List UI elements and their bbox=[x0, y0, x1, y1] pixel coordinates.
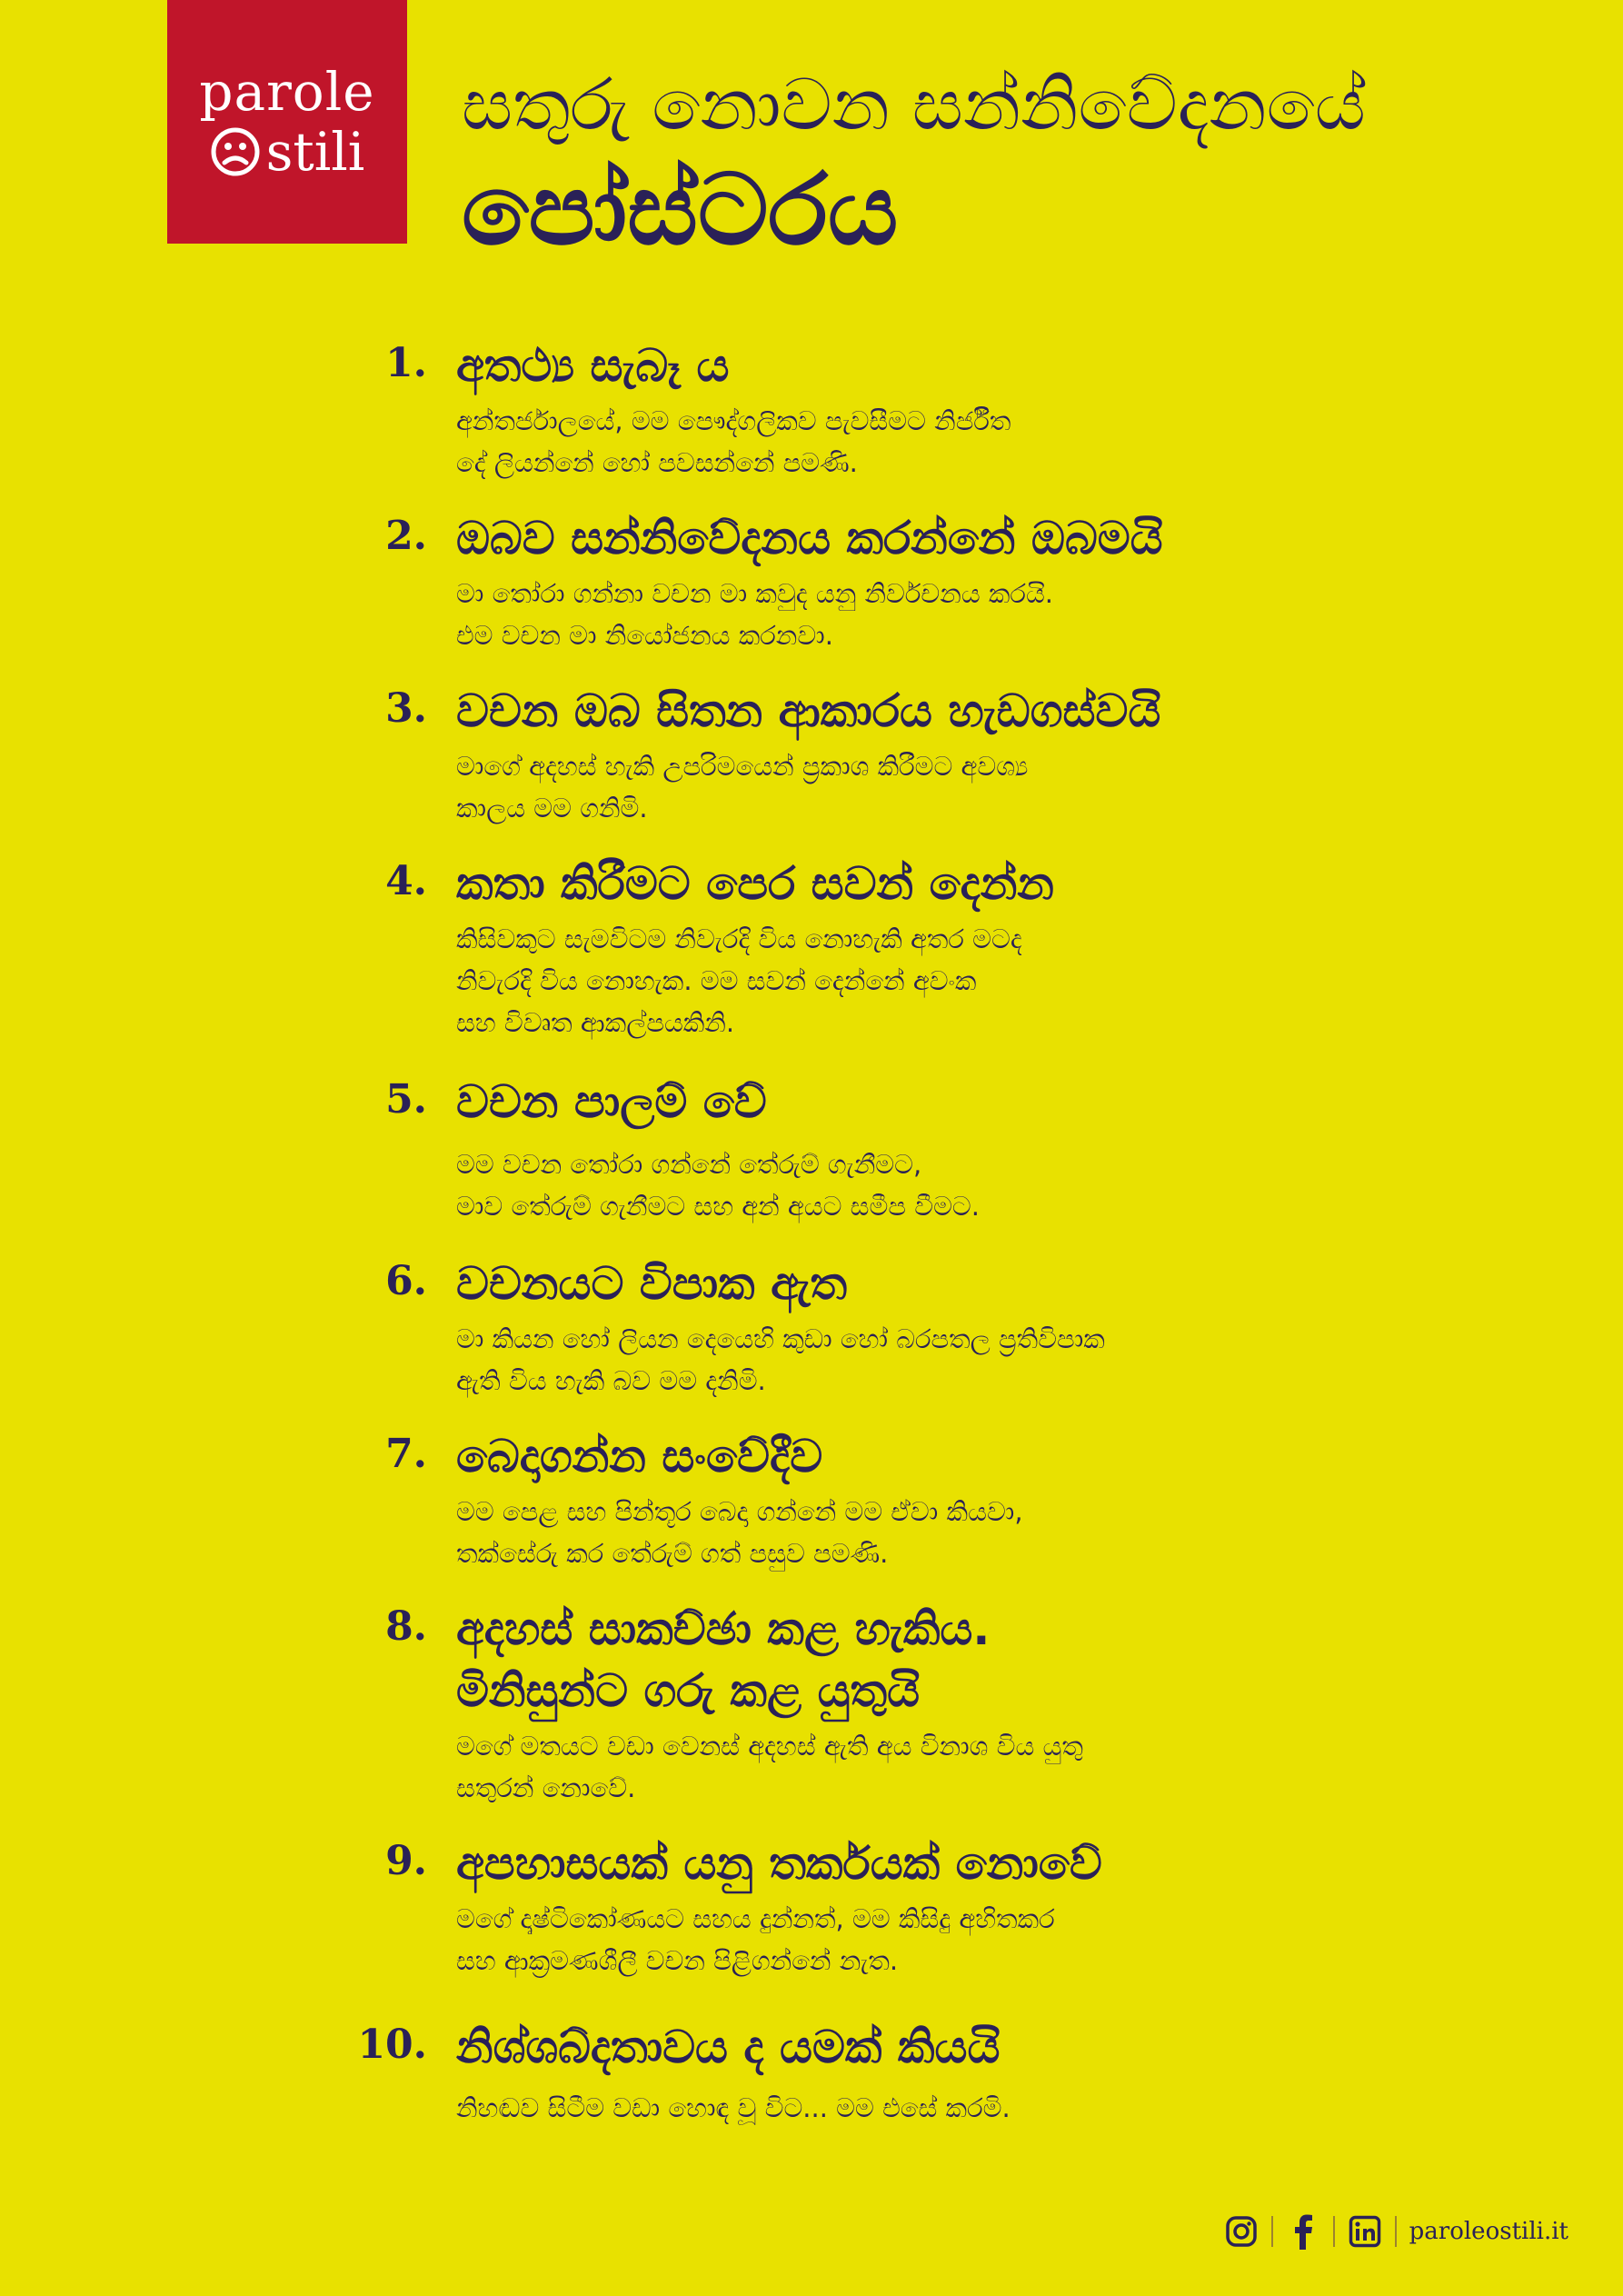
item-heading: කතා කිරීමට පෙර සවන් දෙන්න bbox=[456, 857, 1055, 910]
item-body-line: සහ ආක්‍රමණශීලී වචන පිළිගන්නේ නැත. bbox=[456, 1945, 899, 1976]
item-heading: අදහස් සාකච්ඡා කළ හැකිය. bbox=[456, 1602, 991, 1655]
item-number: 1. bbox=[385, 340, 427, 386]
item-body-line: මම පෙළ සහ පින්තූර බෙදා ගන්නේ මම ඒවා කියවා, bbox=[456, 1496, 1023, 1527]
footer-divider bbox=[1395, 2216, 1397, 2247]
item-body-line: නිහඬව සිටීම වඩා හොඳ වූ විට... මම එසේ කරමි. bbox=[456, 2092, 1011, 2123]
item-number: 5. bbox=[385, 1076, 427, 1123]
item-body-line: දේ ලියන්නේ හෝ පවසන්නේ පමණි. bbox=[456, 447, 858, 478]
item-number: 6. bbox=[385, 1258, 427, 1304]
item-body-line: සතුරන් නොවේ. bbox=[456, 1772, 636, 1803]
item-number: 9. bbox=[385, 1838, 427, 1884]
item-number: 10. bbox=[357, 2021, 427, 2068]
facebook-icon[interactable] bbox=[1286, 2214, 1320, 2249]
item-heading: මිනිසුන්ට ගරු කළ යුතුයි bbox=[456, 1664, 921, 1717]
logo-word-parole: parole bbox=[199, 61, 375, 123]
website-link[interactable]: paroleostili.it bbox=[1409, 2218, 1568, 2245]
item-body-line: කාලය මම ගනිමි. bbox=[456, 793, 648, 824]
item-heading: වචන පාලම් වේ bbox=[456, 1075, 767, 1128]
item-number: 3. bbox=[385, 685, 427, 732]
item-body-line: සහ විවෘත ආකල්පයකිනි. bbox=[456, 1007, 735, 1038]
item-heading: බෙදාගන්න සංවේදීව bbox=[456, 1430, 823, 1482]
item-heading: අතථ්‍ය සැබෑ ය bbox=[456, 339, 730, 392]
logo-line-2 bbox=[210, 122, 365, 182]
footer-divider bbox=[1271, 2216, 1273, 2247]
item-number: 4. bbox=[385, 858, 427, 904]
item-heading: ඔබව සන්නිවේදනය කරන්නේ ඔබමයි bbox=[456, 512, 1163, 564]
item-body-line: තක්සේරු කර තේරුම් ගත් පසුව පමණි. bbox=[456, 1538, 889, 1569]
item-heading: අපහාසයක් යනු තර්කයක් නොවේ bbox=[456, 1837, 1102, 1890]
item-number: 7. bbox=[385, 1431, 427, 1477]
item-body-line: මාව තේරුම් ගැනීමට සහ අන් අයට සමීප වීමට. bbox=[456, 1191, 980, 1222]
item-body-line: මා කියන හෝ ලියන දෙයෙහි කුඩා හෝ බරපතල ප්‍රතිවිපාක bbox=[456, 1323, 1105, 1354]
item-body-line: එම වචන මා නියෝජනය කරනවා. bbox=[456, 620, 833, 651]
title-line-1: සතුරු නොවන සන්නිවේදනයේ bbox=[462, 65, 1366, 146]
instagram-icon[interactable] bbox=[1224, 2214, 1259, 2249]
page-title bbox=[462, 60, 1552, 269]
item-number: 8. bbox=[385, 1603, 427, 1650]
item-body-line: මම වචන තෝරා ගන්නේ තේරුම් ගැනීමට, bbox=[456, 1149, 922, 1180]
item-body-line: මාගේ අදහස් හැකි උපරිමයෙන් ප්‍රකාශ කිරීමට අවශ්‍ය bbox=[456, 751, 1029, 782]
item-body-line: මගේ දෘෂ්ටිකෝණයට සහය දුන්නත්, මම කිසිදු අහිතකර bbox=[456, 1903, 1055, 1934]
item-body-line: අන්තර්ජාලයේ, මම පෞද්ගලිකව පැවසීමට නිර්ජීත bbox=[456, 405, 1011, 436]
item-heading: නිශ්ශබ්දතාවය ද යමක් කියයි bbox=[456, 2021, 1001, 2073]
item-body-line: මා තෝරා ගන්නා වචන මා කවුද යනු නිර්වචනය කරයි. bbox=[456, 578, 1054, 609]
logo-word-stili: stili bbox=[265, 121, 365, 183]
item-heading: වචන ඔබ සිතන ආකාරය හැඩගස්වයි bbox=[456, 684, 1161, 737]
sad-face-icon bbox=[210, 126, 261, 177]
title-line-2: පෝස්ටරය bbox=[462, 154, 899, 267]
logo bbox=[167, 0, 407, 244]
item-body-line: ඇති විය හැකි බව මම දනිමි. bbox=[456, 1365, 766, 1396]
linkedin-icon[interactable] bbox=[1348, 2214, 1382, 2249]
item-body-line: මගේ මතයට වඩා වෙනස් අදහස් ඇති අය විනාශ විය යුතු bbox=[456, 1731, 1083, 1762]
footer bbox=[1224, 2209, 1568, 2254]
item-heading: වචනයට විපාක ඇත bbox=[456, 1257, 848, 1310]
item-body-line: නිවැරදි විය නොහැක. මම සවන් දෙන්නේ අවංක bbox=[456, 965, 977, 996]
item-number: 2. bbox=[385, 513, 427, 559]
footer-divider bbox=[1333, 2216, 1335, 2247]
item-body-line: කිසිවකුට සැමවිටම නිවැරදි විය නොහැකි අතර මටද bbox=[456, 923, 1022, 954]
